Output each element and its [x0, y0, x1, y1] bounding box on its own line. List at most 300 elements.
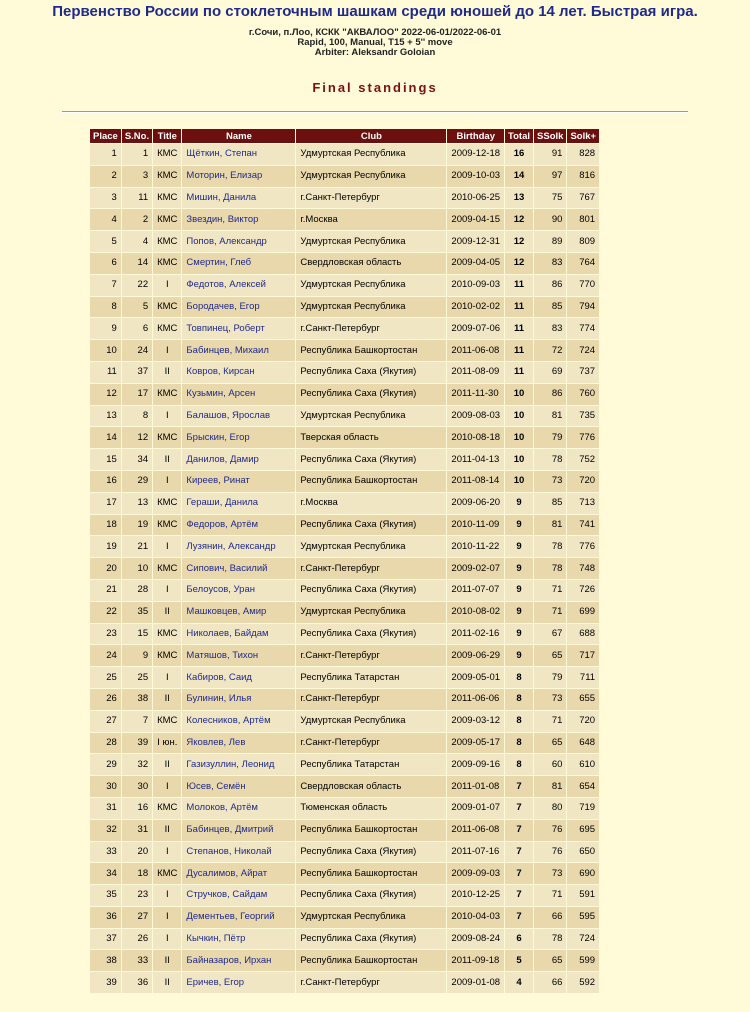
cell-birthday: 2010-11-22: [447, 536, 504, 557]
cell-club: Удмуртская Республика: [296, 536, 446, 557]
cell-birthday: 2011-08-09: [447, 362, 504, 383]
cell-solkplus: 720: [567, 471, 599, 492]
cell-total: 7: [505, 885, 533, 906]
table-row: [90, 689, 599, 710]
section-title: Final standings: [312, 80, 438, 95]
cell-sno: 27: [122, 907, 152, 928]
cell-birthday: 2009-08-03: [447, 406, 504, 427]
cell-club: г.Санкт-Петербург: [296, 689, 446, 710]
table-row: [90, 384, 599, 405]
cell-name[interactable]: Звездин, Виктор: [182, 209, 295, 230]
cell-total: 7: [505, 842, 533, 863]
cell-place: 39: [90, 972, 121, 993]
table-row: [90, 907, 599, 928]
cell-title: I: [153, 536, 181, 557]
cell-place: 28: [90, 733, 121, 754]
cell-club: Удмуртская Республика: [296, 711, 446, 732]
cell-ssolk: 71: [534, 602, 566, 623]
cell-birthday: 2010-12-25: [447, 885, 504, 906]
cell-club: г.Санкт-Петербург: [296, 188, 446, 209]
cell-place: 7: [90, 275, 121, 296]
cell-birthday: 2011-09-18: [447, 950, 504, 971]
table-row: [90, 362, 599, 383]
cell-name[interactable]: Молоков, Артём: [182, 798, 295, 819]
cell-total: 12: [505, 231, 533, 252]
cell-birthday: 2010-06-25: [447, 188, 504, 209]
cell-place: 34: [90, 863, 121, 884]
cell-place: 36: [90, 907, 121, 928]
col-birthday[interactable]: Birthday: [447, 129, 504, 143]
cell-ssolk: 72: [534, 340, 566, 361]
cell-name[interactable]: Щёткин, Степан: [182, 144, 295, 165]
cell-ssolk: 86: [534, 384, 566, 405]
cell-title: II: [153, 602, 181, 623]
table-row: [90, 929, 599, 950]
cell-title: КМС: [153, 427, 181, 448]
cell-sno: 1: [122, 144, 152, 165]
cell-name[interactable]: Мишин, Данила: [182, 188, 295, 209]
cell-sno: 12: [122, 427, 152, 448]
table-row: [90, 449, 599, 470]
cell-title: I: [153, 580, 181, 601]
cell-solkplus: 648: [567, 733, 599, 754]
table-row: [90, 972, 599, 993]
cell-total: 10: [505, 449, 533, 470]
cell-name[interactable]: Дементьев, Георгий: [182, 907, 295, 928]
cell-ssolk: 85: [534, 493, 566, 514]
cell-sno: 9: [122, 645, 152, 666]
cell-sno: 6: [122, 318, 152, 339]
cell-total: 9: [505, 645, 533, 666]
cell-place: 23: [90, 624, 121, 645]
cell-name[interactable]: Кычкин, Пётр: [182, 929, 295, 950]
cell-birthday: 2009-05-17: [447, 733, 504, 754]
cell-sno: 39: [122, 733, 152, 754]
cell-birthday: 2011-07-16: [447, 842, 504, 863]
cell-name[interactable]: Кабиров, Саид: [182, 667, 295, 688]
table-row: [90, 275, 599, 296]
cell-name[interactable]: Сипович, Василий: [182, 558, 295, 579]
cell-title: I: [153, 667, 181, 688]
cell-solkplus: 764: [567, 253, 599, 274]
col-ssolk[interactable]: SSolk: [534, 129, 566, 143]
table-row: [90, 798, 599, 819]
cell-total: 6: [505, 929, 533, 950]
cell-ssolk: 76: [534, 820, 566, 841]
cell-name[interactable]: Матяшов, Тихон: [182, 645, 295, 666]
table-row: [90, 515, 599, 536]
table-row: [90, 144, 599, 165]
cell-birthday: 2009-09-03: [447, 863, 504, 884]
cell-solkplus: 828: [567, 144, 599, 165]
cell-place: 37: [90, 929, 121, 950]
cell-club: Республика Саха (Якутия): [296, 624, 446, 645]
cell-sno: 15: [122, 624, 152, 645]
cell-club: г.Санкт-Петербург: [296, 645, 446, 666]
cell-solkplus: 741: [567, 515, 599, 536]
cell-place: 31: [90, 798, 121, 819]
cell-place: 38: [90, 950, 121, 971]
cell-birthday: 2009-02-07: [447, 558, 504, 579]
cell-title: I: [153, 885, 181, 906]
cell-name[interactable]: Бабинцев, Дмитрий: [182, 820, 295, 841]
cell-place: 10: [90, 340, 121, 361]
cell-place: 18: [90, 515, 121, 536]
header-row: [90, 129, 599, 143]
cell-birthday: 2011-11-30: [447, 384, 504, 405]
cell-sno: 33: [122, 950, 152, 971]
cell-total: 9: [505, 580, 533, 601]
table-row: [90, 536, 599, 557]
col-title[interactable]: Title: [153, 129, 181, 143]
cell-solkplus: 726: [567, 580, 599, 601]
cell-club: Удмуртская Республика: [296, 231, 446, 252]
cell-solkplus: 809: [567, 231, 599, 252]
cell-title: КМС: [153, 209, 181, 230]
cell-birthday: 2011-02-16: [447, 624, 504, 645]
cell-place: 26: [90, 689, 121, 710]
cell-sno: 16: [122, 798, 152, 819]
table-row: [90, 231, 599, 252]
col-club[interactable]: Club: [296, 129, 446, 143]
cell-solkplus: 776: [567, 536, 599, 557]
cell-sno: 26: [122, 929, 152, 950]
cell-birthday: 2011-06-06: [447, 689, 504, 710]
cell-total: 11: [505, 362, 533, 383]
cell-name[interactable]: Федотов, Алексей: [182, 275, 295, 296]
cell-sno: 28: [122, 580, 152, 601]
cell-name[interactable]: Ковров, Кирсан: [182, 362, 295, 383]
cell-name[interactable]: Николаев, Байдам: [182, 624, 295, 645]
cell-solkplus: 711: [567, 667, 599, 688]
cell-sno: 17: [122, 384, 152, 405]
cell-club: Республика Татарстан: [296, 754, 446, 775]
cell-total: 11: [505, 275, 533, 296]
cell-place: 33: [90, 842, 121, 863]
cell-title: II: [153, 689, 181, 710]
cell-total: 11: [505, 340, 533, 361]
cell-total: 8: [505, 689, 533, 710]
cell-place: 15: [90, 449, 121, 470]
table-row: [90, 580, 599, 601]
cell-total: 14: [505, 166, 533, 187]
cell-birthday: 2011-06-08: [447, 820, 504, 841]
cell-place: 9: [90, 318, 121, 339]
cell-place: 1: [90, 144, 121, 165]
cell-name[interactable]: Дусалимов, Айрат: [182, 863, 295, 884]
cell-sno: 19: [122, 515, 152, 536]
table-row: [90, 820, 599, 841]
cell-sno: 37: [122, 362, 152, 383]
cell-total: 8: [505, 711, 533, 732]
cell-title: КМС: [153, 493, 181, 514]
table-row: [90, 253, 599, 274]
cell-sno: 22: [122, 275, 152, 296]
cell-sno: 18: [122, 863, 152, 884]
table-row: [90, 885, 599, 906]
cell-solkplus: 776: [567, 427, 599, 448]
cell-total: 11: [505, 318, 533, 339]
cell-name[interactable]: Попов, Александр: [182, 231, 295, 252]
cell-solkplus: 767: [567, 188, 599, 209]
cell-club: г.Москва: [296, 209, 446, 230]
cell-name[interactable]: Лузянин, Александр: [182, 536, 295, 557]
cell-solkplus: 592: [567, 972, 599, 993]
cell-solkplus: 690: [567, 863, 599, 884]
cell-title: I: [153, 929, 181, 950]
cell-solkplus: 595: [567, 907, 599, 928]
cell-sno: 32: [122, 754, 152, 775]
cell-title: I: [153, 776, 181, 797]
cell-solkplus: 720: [567, 711, 599, 732]
cell-birthday: 2011-06-08: [447, 340, 504, 361]
cell-birthday: 2011-08-14: [447, 471, 504, 492]
cell-birthday: 2011-01-08: [447, 776, 504, 797]
cell-ssolk: 65: [534, 950, 566, 971]
cell-ssolk: 75: [534, 188, 566, 209]
cell-ssolk: 97: [534, 166, 566, 187]
cell-name[interactable]: Кузьмин, Арсен: [182, 384, 295, 405]
cell-club: Республика Татарстан: [296, 667, 446, 688]
cell-title: II: [153, 972, 181, 993]
cell-club: Свердловская область: [296, 253, 446, 274]
cell-title: КМС: [153, 297, 181, 318]
cell-ssolk: 66: [534, 972, 566, 993]
cell-place: 5: [90, 231, 121, 252]
cell-name[interactable]: Машковцев, Амир: [182, 602, 295, 623]
cell-name[interactable]: Яковлев, Лев: [182, 733, 295, 754]
cell-ssolk: 78: [534, 929, 566, 950]
cell-ssolk: 71: [534, 711, 566, 732]
standings-body: [90, 144, 599, 993]
cell-total: 13: [505, 188, 533, 209]
cell-name[interactable]: Бородачев, Егор: [182, 297, 295, 318]
table-row: [90, 340, 599, 361]
cell-name[interactable]: Белоусов, Уран: [182, 580, 295, 601]
cell-total: 7: [505, 776, 533, 797]
cell-sno: 13: [122, 493, 152, 514]
cell-name[interactable]: Булинин, Илья: [182, 689, 295, 710]
cell-total: 10: [505, 406, 533, 427]
cell-club: Республика Саха (Якутия): [296, 384, 446, 405]
cell-name[interactable]: Бабинцев, Михаил: [182, 340, 295, 361]
cell-total: 10: [505, 471, 533, 492]
cell-club: г.Санкт-Петербург: [296, 318, 446, 339]
table-row: [90, 950, 599, 971]
table-row: [90, 667, 599, 688]
cell-total: 9: [505, 624, 533, 645]
cell-total: 9: [505, 558, 533, 579]
cell-birthday: 2009-04-15: [447, 209, 504, 230]
cell-ssolk: 91: [534, 144, 566, 165]
cell-ssolk: 78: [534, 449, 566, 470]
col-name[interactable]: Name: [182, 129, 295, 143]
cell-club: Республика Башкортостан: [296, 340, 446, 361]
cell-title: I: [153, 406, 181, 427]
cell-title: КМС: [153, 384, 181, 405]
cell-club: Республика Саха (Якутия): [296, 449, 446, 470]
cell-ssolk: 90: [534, 209, 566, 230]
cell-total: 9: [505, 493, 533, 514]
cell-title: I юн.: [153, 733, 181, 754]
col-place[interactable]: Place: [90, 129, 121, 143]
cell-birthday: 2010-11-09: [447, 515, 504, 536]
cell-ssolk: 79: [534, 667, 566, 688]
place-date: г.Сочи, п.Лоо, КСКК "АКВАЛОО" 2022-06-01/2022-06-01: [248, 27, 502, 38]
cell-name[interactable]: Колесников, Артём: [182, 711, 295, 732]
cell-total: 12: [505, 253, 533, 274]
cell-ssolk: 73: [534, 689, 566, 710]
cell-club: Удмуртская Республика: [296, 297, 446, 318]
cell-club: Республика Башкортостан: [296, 950, 446, 971]
cell-club: Республика Саха (Якутия): [296, 885, 446, 906]
cell-total: 11: [505, 297, 533, 318]
table-row: [90, 471, 599, 492]
cell-name[interactable]: Данилов, Дамир: [182, 449, 295, 470]
cell-solkplus: 816: [567, 166, 599, 187]
cell-title: КМС: [153, 645, 181, 666]
cell-name[interactable]: Киреев, Ринат: [182, 471, 295, 492]
cell-place: 19: [90, 536, 121, 557]
cell-sno: 30: [122, 776, 152, 797]
cell-sno: 20: [122, 842, 152, 863]
cell-birthday: 2009-06-20: [447, 493, 504, 514]
tournament-title: Первенство России по стоклеточным шашкам среди юношей до 14 лет. Быстрая игра.: [52, 3, 698, 20]
cell-solkplus: 654: [567, 776, 599, 797]
cell-birthday: 2011-04-13: [447, 449, 504, 470]
cell-ssolk: 76: [534, 842, 566, 863]
cell-birthday: 2009-10-03: [447, 166, 504, 187]
cell-ssolk: 67: [534, 624, 566, 645]
cell-birthday: 2009-04-05: [447, 253, 504, 274]
cell-solkplus: 688: [567, 624, 599, 645]
cell-name[interactable]: Байназаров, Ирхан: [182, 950, 295, 971]
cell-ssolk: 83: [534, 253, 566, 274]
cell-total: 7: [505, 798, 533, 819]
cell-name[interactable]: Стручков, Сайдам: [182, 885, 295, 906]
table-row: [90, 209, 599, 230]
cell-place: 22: [90, 602, 121, 623]
cell-name[interactable]: Юсев, Семён: [182, 776, 295, 797]
cell-place: 14: [90, 427, 121, 448]
cell-total: 8: [505, 754, 533, 775]
cell-sno: 36: [122, 972, 152, 993]
cell-title: КМС: [153, 798, 181, 819]
cell-club: Республика Саха (Якутия): [296, 362, 446, 383]
cell-title: I: [153, 842, 181, 863]
cell-sno: 29: [122, 471, 152, 492]
table-row: [90, 754, 599, 775]
cell-place: 16: [90, 471, 121, 492]
cell-name[interactable]: Брыскин, Егор: [182, 427, 295, 448]
cell-place: 2: [90, 166, 121, 187]
cell-club: Тюменская область: [296, 798, 446, 819]
cell-ssolk: 89: [534, 231, 566, 252]
cell-ssolk: 60: [534, 754, 566, 775]
cell-ssolk: 81: [534, 515, 566, 536]
cell-sno: 25: [122, 667, 152, 688]
cell-birthday: 2009-05-01: [447, 667, 504, 688]
cell-club: Тверская область: [296, 427, 446, 448]
cell-place: 29: [90, 754, 121, 775]
cell-sno: 4: [122, 231, 152, 252]
table-row: [90, 427, 599, 448]
cell-title: КМС: [153, 318, 181, 339]
col-solkplus[interactable]: Solk+: [567, 129, 599, 143]
cell-solkplus: 695: [567, 820, 599, 841]
cell-club: г.Санкт-Петербург: [296, 972, 446, 993]
cell-club: Свердловская область: [296, 776, 446, 797]
cell-name[interactable]: Гераши, Данила: [182, 493, 295, 514]
cell-birthday: 2010-08-18: [447, 427, 504, 448]
cell-name[interactable]: Балашов, Ярослав: [182, 406, 295, 427]
standings-table: [89, 128, 600, 994]
cell-birthday: 2011-07-07: [447, 580, 504, 601]
cell-birthday: 2009-01-07: [447, 798, 504, 819]
cell-club: Удмуртская Республика: [296, 406, 446, 427]
cell-ssolk: 78: [534, 558, 566, 579]
cell-title: КМС: [153, 863, 181, 884]
table-row: [90, 711, 599, 732]
table-row: [90, 624, 599, 645]
cell-birthday: 2009-01-08: [447, 972, 504, 993]
cell-total: 8: [505, 667, 533, 688]
cell-solkplus: 610: [567, 754, 599, 775]
cell-name[interactable]: Федоров, Артём: [182, 515, 295, 536]
table-row: [90, 863, 599, 884]
cell-ssolk: 83: [534, 318, 566, 339]
cell-name[interactable]: Еричев, Егор: [182, 972, 295, 993]
cell-total: 12: [505, 209, 533, 230]
cell-name[interactable]: Моторин, Елизар: [182, 166, 295, 187]
cell-club: Удмуртская Республика: [296, 602, 446, 623]
cell-name[interactable]: Степанов, Николай: [182, 842, 295, 863]
cell-place: 30: [90, 776, 121, 797]
cell-solkplus: 717: [567, 645, 599, 666]
cell-place: 11: [90, 362, 121, 383]
cell-sno: 3: [122, 166, 152, 187]
cell-total: 9: [505, 536, 533, 557]
cell-sno: 21: [122, 536, 152, 557]
col-sno[interactable]: S.No.: [122, 129, 152, 143]
col-total[interactable]: Total: [505, 129, 533, 143]
time-control: Rapid, 100, Manual, T15 + 5'' move: [297, 37, 453, 48]
cell-place: 21: [90, 580, 121, 601]
cell-total: 9: [505, 602, 533, 623]
cell-ssolk: 79: [534, 427, 566, 448]
cell-name[interactable]: Смертин, Глеб: [182, 253, 295, 274]
table-row: [90, 188, 599, 209]
cell-birthday: 2009-07-06: [447, 318, 504, 339]
cell-club: г.Санкт-Петербург: [296, 558, 446, 579]
cell-name[interactable]: Товпинец, Роберт: [182, 318, 295, 339]
cell-solkplus: 591: [567, 885, 599, 906]
cell-name[interactable]: Газизуллин, Леонид: [182, 754, 295, 775]
cell-club: г.Москва: [296, 493, 446, 514]
cell-total: 10: [505, 384, 533, 405]
cell-solkplus: 724: [567, 929, 599, 950]
cell-title: КМС: [153, 558, 181, 579]
cell-ssolk: 73: [534, 471, 566, 492]
cell-solkplus: 719: [567, 798, 599, 819]
cell-club: Удмуртская Республика: [296, 166, 446, 187]
table-row: [90, 318, 599, 339]
cell-title: КМС: [153, 166, 181, 187]
cell-club: Республика Башкортостан: [296, 863, 446, 884]
cell-solkplus: 774: [567, 318, 599, 339]
cell-place: 20: [90, 558, 121, 579]
cell-ssolk: 71: [534, 885, 566, 906]
